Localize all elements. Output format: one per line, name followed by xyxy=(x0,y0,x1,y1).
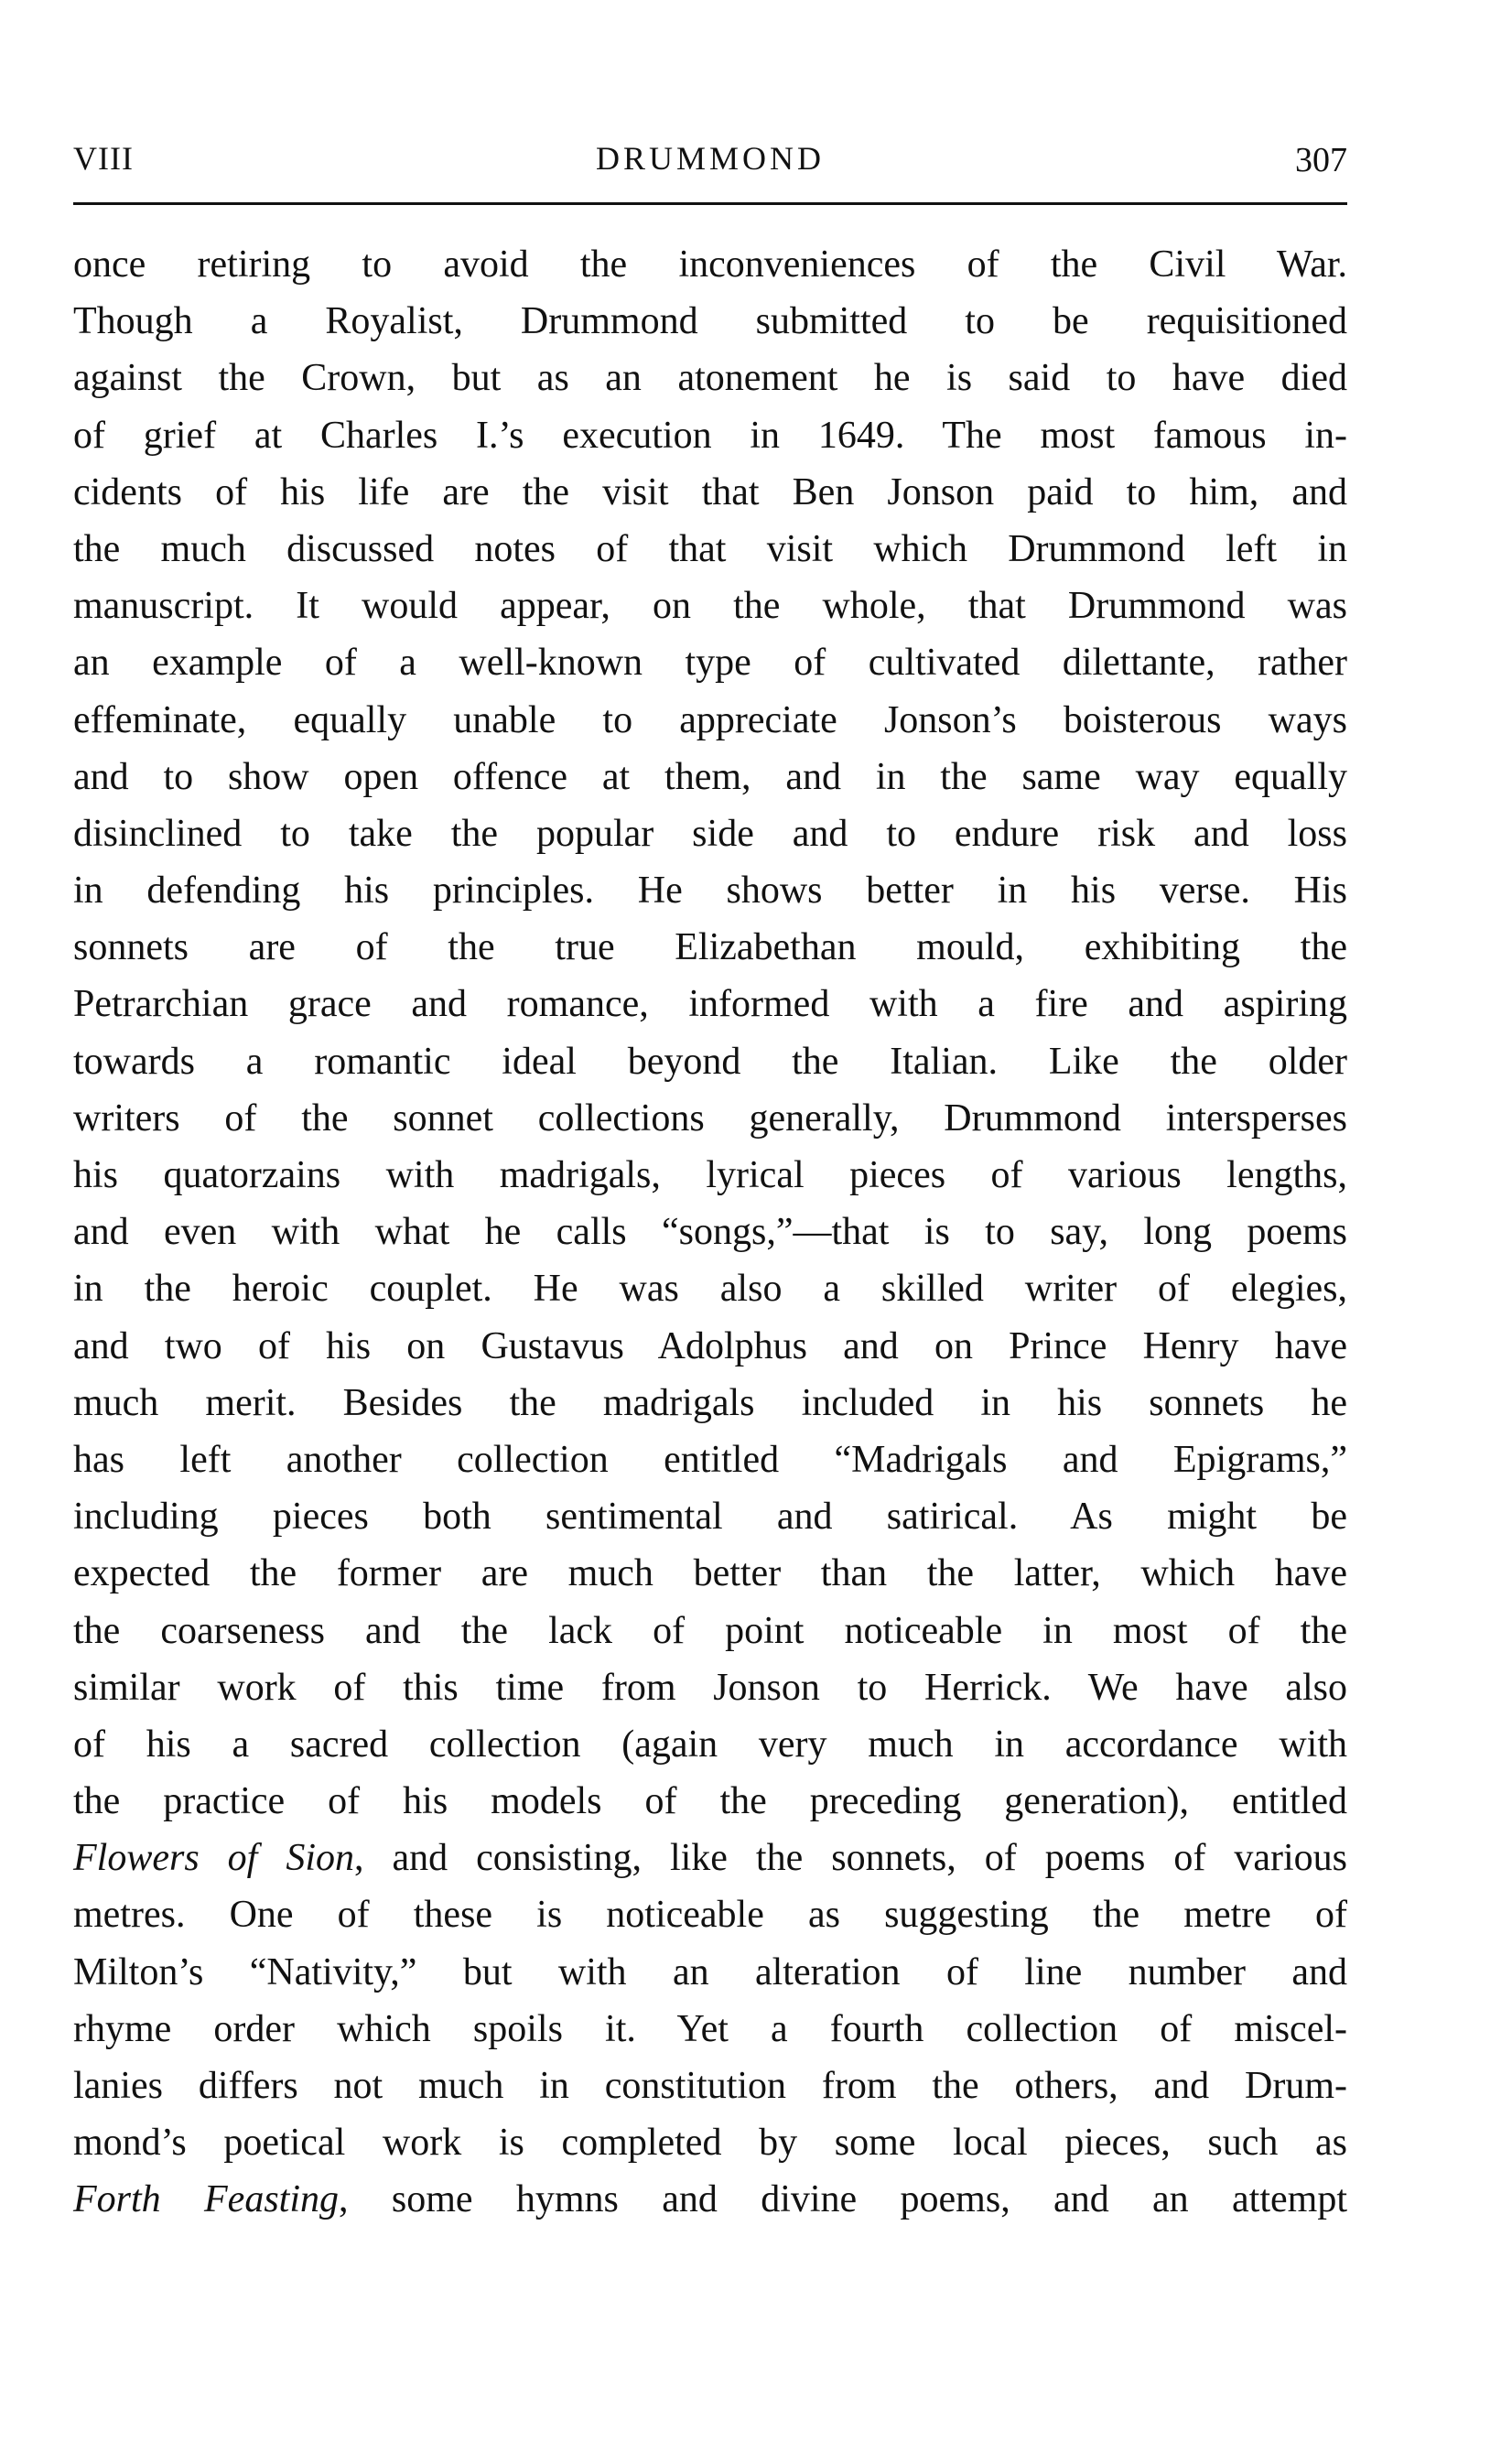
line-text: against the Crown, but as an atonement he is said to have died xyxy=(73,357,1347,400)
text-line xyxy=(73,749,1347,805)
header-rule xyxy=(73,202,1347,205)
text-line xyxy=(73,1488,1347,1545)
running-title: DRUMMOND xyxy=(595,140,826,177)
italic-title: Forth Feasting xyxy=(73,2178,339,2221)
italic-title: Flowers of Sion xyxy=(73,1837,354,1880)
text-line xyxy=(73,578,1347,634)
line-text: disinclined to take the popular side and to endure risk and loss xyxy=(73,812,1347,855)
text-line xyxy=(73,634,1347,691)
line-text: of his a sacred collection (again very much in accordance with xyxy=(73,1723,1347,1766)
line-text: and even with what he calls “songs,”—that is to say, long poems xyxy=(73,1211,1347,1254)
line-text: rhyme order which spoils it. Yet a fourth collection of miscel- xyxy=(73,2007,1347,2050)
text-line xyxy=(73,521,1347,578)
line-text: effeminate, equally unable to appreciate Jonson’s boisterous ways xyxy=(73,698,1347,741)
line-text: his quatorzains with madrigals, lyrical pieces of various lengths, xyxy=(73,1154,1347,1196)
line-text: , and consisting, like the sonnets, of poems of various xyxy=(354,1837,1347,1880)
text-line xyxy=(73,464,1347,521)
text-line xyxy=(73,1944,1347,2001)
line-text: an example of a well-known type of cultivated dilettante, rather xyxy=(73,642,1347,685)
text-line xyxy=(73,407,1347,464)
page-number: 307 xyxy=(1295,141,1347,179)
line-text: mond’s poetical work is completed by some local pieces, such as xyxy=(73,2122,1347,2165)
line-text: including pieces both sentimental and satirical. As might be xyxy=(73,1496,1347,1539)
text-line xyxy=(73,1033,1347,1090)
text-line xyxy=(73,2001,1347,2058)
text-line xyxy=(73,1603,1347,1659)
body-text xyxy=(73,236,1347,2229)
text-line xyxy=(73,1090,1347,1147)
line-text: of grief at Charles I.’s execution in 1649. The most famous in- xyxy=(73,414,1347,457)
text-line xyxy=(73,1147,1347,1204)
text-line xyxy=(73,1375,1347,1431)
text-line xyxy=(73,1260,1347,1317)
line-text: and two of his on Gustavus Adolphus and on Prince Henry have xyxy=(73,1324,1347,1367)
line-text: in defending his principles. He shows better in his verse. His xyxy=(73,870,1347,913)
text-line xyxy=(73,976,1347,1032)
text-line xyxy=(73,919,1347,976)
line-text: manuscript. It would appear, on the whole, that Drummond was xyxy=(73,585,1347,628)
text-line xyxy=(73,805,1347,862)
text-line xyxy=(73,1773,1347,1830)
text-line xyxy=(73,293,1347,350)
chapter-number: VIII xyxy=(73,140,134,177)
line-text: sonnets are of the true Elizabethan mould, exhibiting the xyxy=(73,926,1347,969)
line-text: once retiring to avoid the inconveniences of the Civil War. xyxy=(73,243,1347,286)
line-text: much merit. Besides the madrigals included in his sonnets he xyxy=(73,1381,1347,1424)
text-line xyxy=(73,2058,1347,2114)
line-text: , some hymns and divine poems, and an attempt xyxy=(339,2178,1347,2221)
line-text: the much discussed notes of that visit which Drummond left in xyxy=(73,527,1347,570)
line-text: expected the former are much better than the latter, which have xyxy=(73,1552,1347,1595)
line-text: Though a Royalist, Drummond submitted to be requisitioned xyxy=(73,300,1347,343)
line-text: has left another collection entitled “Madrigals and Epigrams,” xyxy=(73,1438,1347,1481)
line-text: similar work of this time from Jonson to Herrick. We have also xyxy=(73,1666,1347,1709)
line-text: lanies differs not much in constitution from the others, and Drum- xyxy=(73,2065,1347,2107)
text-line xyxy=(73,1659,1347,1716)
line-text: the coarseness and the lack of point noticeable in most of the xyxy=(73,1609,1347,1652)
text-line xyxy=(73,1431,1347,1488)
text-line xyxy=(73,236,1347,293)
text-line xyxy=(73,350,1347,406)
running-head xyxy=(73,135,1347,181)
text-line xyxy=(73,692,1347,749)
text-line xyxy=(73,1716,1347,1773)
text-line xyxy=(73,1545,1347,1602)
text-line xyxy=(73,2171,1347,2228)
line-text: the practice of his models of the preceding generation), entitled xyxy=(73,1780,1347,1823)
line-text: and to show open offence at them, and in the same way equally xyxy=(73,755,1347,798)
line-text: Petrarchian grace and romance, informed with a fire and aspiring xyxy=(73,983,1347,1026)
line-text: metres. One of these is noticeable as suggesting the metre of xyxy=(73,1894,1347,1937)
line-text: writers of the sonnet collections generally, Drummond intersperses xyxy=(73,1096,1347,1140)
text-line xyxy=(73,2114,1347,2171)
line-text: Milton’s “Nativity,” but with an alteration of line number and xyxy=(73,1950,1347,1993)
line-text: cidents of his life are the visit that Ben Jonson paid to him, and xyxy=(73,470,1347,513)
line-text: in the heroic couplet. He was also a skilled writer of elegies, xyxy=(73,1268,1347,1311)
text-line xyxy=(73,1886,1347,1943)
line-text: towards a romantic ideal beyond the Italian. Like the older xyxy=(73,1040,1347,1083)
text-line xyxy=(73,1204,1347,1260)
text-line xyxy=(73,1830,1347,1886)
text-line xyxy=(73,1318,1347,1375)
text-line xyxy=(73,862,1347,919)
